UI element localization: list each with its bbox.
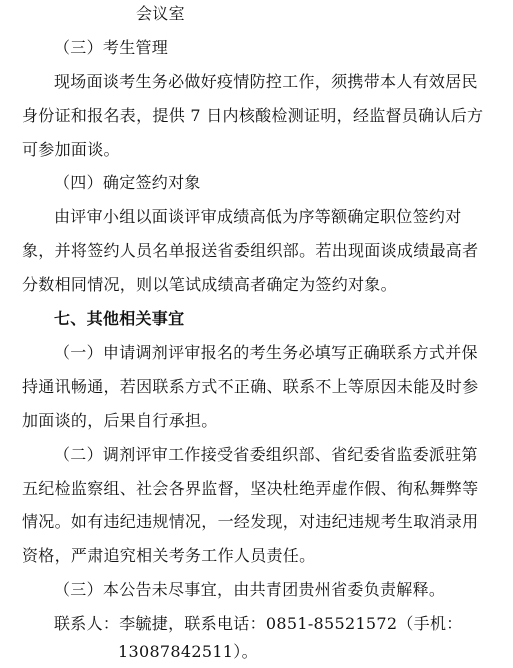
text-line: 可参加面谈。 (22, 140, 120, 159)
section-heading-other-matters: 七、其他相关事宜 (54, 309, 185, 328)
text-line: 情况。如有违纪违规情况，一经发现，对违纪违规考生取消录用 (22, 512, 479, 531)
contact-mobile-line: 13087842511）。 (118, 642, 258, 661)
text-line: 持通讯畅通，若因联系方式不正确、联系不上等原因未能及时参 (22, 377, 479, 396)
text-line: （一）申请调剂评审报名的考生务必填写正确联系方式并保 (54, 343, 478, 362)
text-line: 身份证和报名表，提供 7 日内核酸检测证明，经监督员确认后方 (22, 106, 484, 125)
heading-signing-target: （四）确定签约对象 (54, 173, 201, 192)
text-line: 加面谈的，后果自行承担。 (22, 411, 218, 430)
text-line-venue: 会议室 (136, 4, 185, 23)
text-line: （二）调剂评审工作接受省委组织部、省纪委省监委派驻第 (54, 445, 478, 464)
contact-line: 联系人：李毓捷，联系电话：0851-85521572（手机： (54, 614, 463, 633)
text-line: 五纪检监察组、社会各界监督，坚决杜绝弄虚作假、徇私舞弊等 (22, 479, 479, 498)
text-line: 象，并将签约人员名单报送省委组织部。若出现面谈成绩最高者 (22, 241, 479, 260)
text-line: 资格，严肃追究相关考务工作人员责任。 (22, 546, 316, 565)
text-line: 分数相同情况，则以笔试成绩高者确定为签约对象。 (22, 275, 397, 294)
text-line: 现场面谈考生务必做好疫情防控工作，须携带本人有效居民 (54, 72, 478, 91)
text-line: （三）本公告未尽事宜，由共青团贵州省委负责解释。 (54, 580, 446, 599)
heading-candidate-management: （三）考生管理 (54, 38, 169, 57)
text-line: 由评审小组以面谈评审成绩高低为序等额确定职位签约对 (54, 207, 462, 226)
